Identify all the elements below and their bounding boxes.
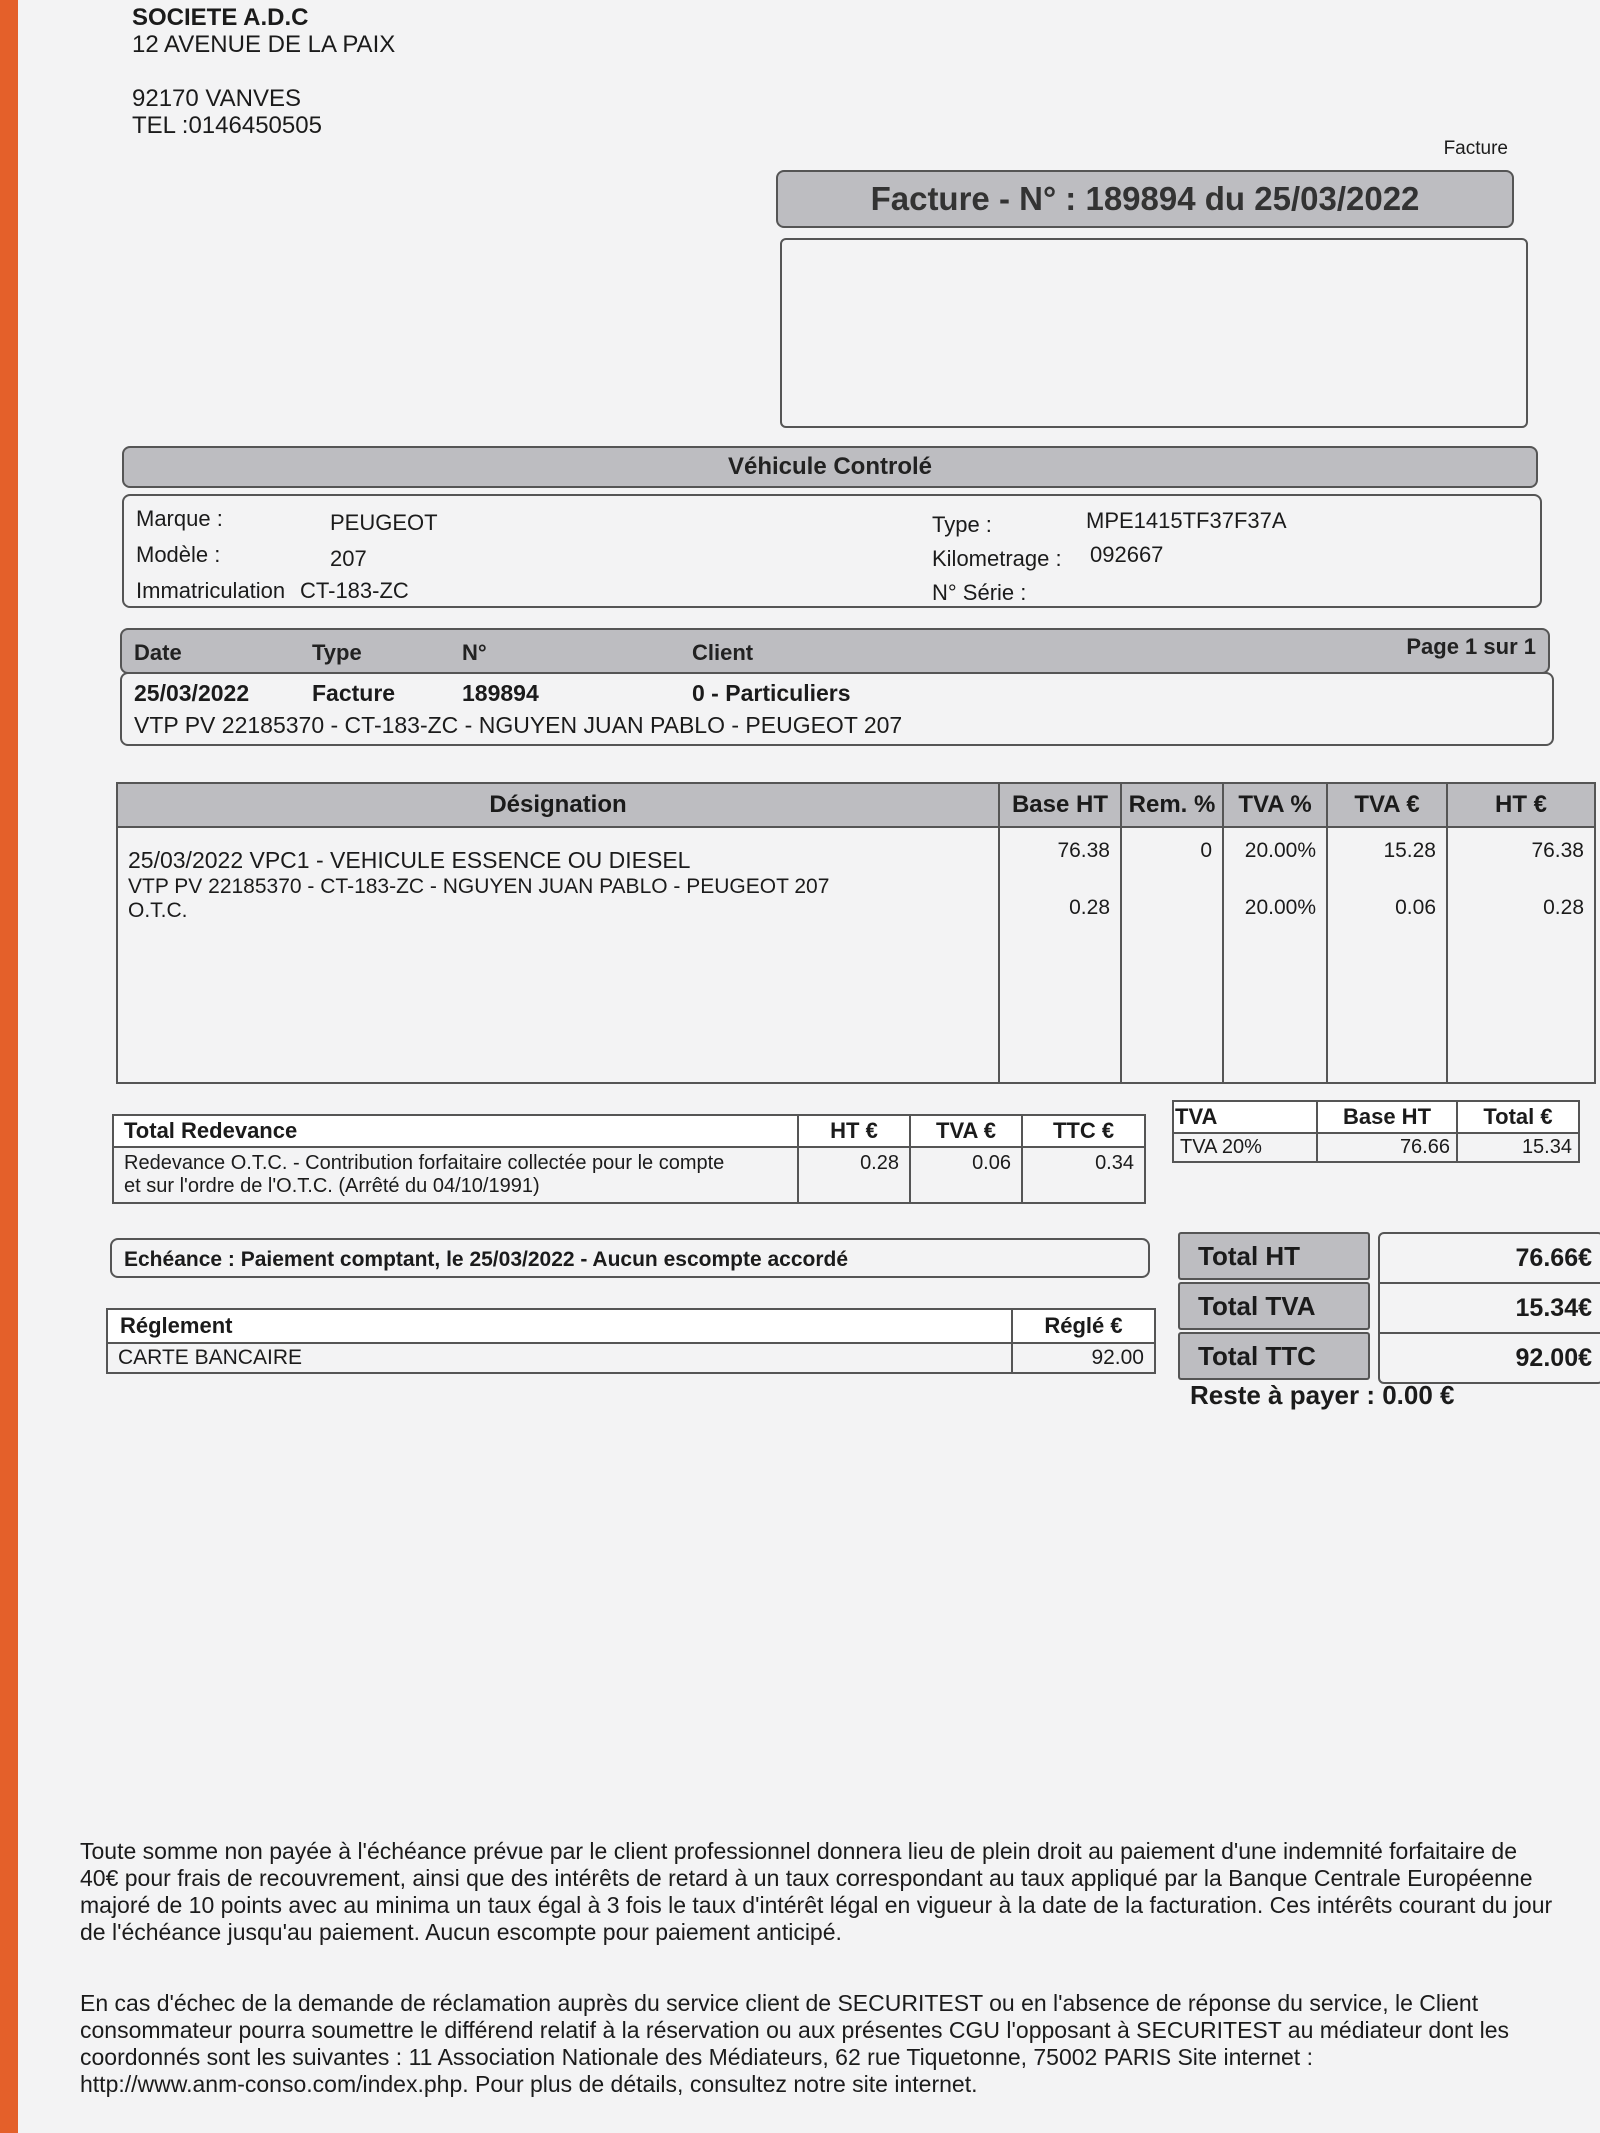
echeance-box: Echéance : Paiement comptant, le 25/03/2022 - Aucun escompte accordé (110, 1238, 1150, 1278)
base-ht-cell (999, 827, 1121, 1083)
company-name: SOCIETE A.D.C (132, 4, 309, 31)
table-row (113, 1147, 1145, 1203)
client-column-label: Client (692, 640, 754, 665)
table-row (107, 1343, 1155, 1373)
total-ttc-value: 92.00€ (1515, 1344, 1592, 1372)
tva-pct-value: 20.00% (1244, 896, 1316, 919)
tva-eur-value: 15.28 (1383, 839, 1436, 862)
remise-cell (1121, 827, 1223, 1083)
invoice-type: Facture (312, 680, 396, 706)
invoice-number: 189894 (462, 680, 539, 706)
designation-cell (117, 827, 999, 1083)
vehicle-info-box (122, 494, 1542, 608)
page-indicator: Page 1 sur 1 (1406, 634, 1536, 659)
invoice-reference: VTP PV 22185370 - CT-183-ZC - NGUYEN JUAN PABLO - PEUGEOT 207 (134, 712, 903, 738)
km-label: Kilometrage : (932, 546, 1062, 571)
total-tva-label: Total TVA (1178, 1282, 1370, 1330)
document-header-values (120, 672, 1554, 746)
footer-line: Toute somme non payée à l'échéance prévue par le client professionnel donnera lieu de plein droit au paiement d'une indemnité forfaitaire de (80, 1838, 1517, 1864)
invoice-title: Facture - N° : 189894 du 25/03/2022 (776, 170, 1514, 228)
amount-due: Reste à payer : 0.00 € (1190, 1380, 1455, 1410)
tva-summary-rate: TVA 20% (1173, 1133, 1317, 1162)
redevance-title: Total Redevance (113, 1115, 798, 1147)
total-ttc-label: Total TTC (1178, 1332, 1370, 1380)
tva-pct-header: TVA % (1223, 783, 1327, 827)
date-column-label: Date (134, 640, 182, 665)
footer-line: En cas d'échec de la demande de réclamation auprès du service client de SECURITEST ou en l'absence de réponse du service, le Client (80, 1990, 1479, 2016)
tva-eur-header: TVA € (1327, 783, 1447, 827)
redevance-ttc: 0.34 (1022, 1147, 1145, 1203)
base-ht-header: Base HT (999, 783, 1121, 827)
vehicle-section-title: Véhicule Controlé (122, 446, 1538, 488)
immat-value: CT-183-ZC (300, 578, 409, 603)
payment-amount: 92.00 (1012, 1343, 1155, 1373)
invoice-date: 25/03/2022 (134, 680, 250, 706)
footer-late-payment (80, 1838, 1600, 1946)
modele-label: Modèle : (136, 542, 221, 567)
ht-eur-value: 0.28 (1543, 896, 1584, 919)
footer-line: consommateur pourra soumettre le différend relatif à la réservation ou aux présentes CGU l'opposant à SECURITEST au médiateur dont les (80, 2017, 1509, 2043)
reglement-title: Réglement (107, 1309, 1012, 1343)
totals-values (1378, 1232, 1600, 1384)
invoice-page (18, 0, 1600, 2133)
ht-eur-cell (1447, 827, 1595, 1083)
footer-line: 40€ pour frais de recouvrement, ainsi que des intérêts de retard à un taux correspondant au taux appliqué par la Banque Centrale Européenne (80, 1865, 1533, 1891)
km-value: 092667 (1090, 542, 1164, 567)
ht-eur-header: HT € (1447, 783, 1595, 827)
designation-line: VTP PV 22185370 - CT-183-ZC - NGUYEN JUAN PABLO - PEUGEOT 207 (128, 875, 830, 898)
redevance-ht-header: HT € (798, 1115, 910, 1147)
tva-summary-rate-header: TVA (1173, 1101, 1317, 1133)
footer-line: de l'échéance jusqu'au paiement. Aucun escompte pour paiement anticipé. (80, 1919, 842, 1945)
type-label: Type : (932, 512, 992, 537)
designation-line: 25/03/2022 VPC1 - VEHICULE ESSENCE OU DIESEL (128, 847, 691, 873)
redevance-ht: 0.28 (798, 1147, 910, 1203)
base-ht-value: 76.38 (1057, 839, 1110, 862)
footer-line: coordonnés sont les suivantes : 11 Association Nationale des Médiateurs, 62 rue Tiquetonne, 75002 PARIS Site internet : (80, 2044, 1313, 2070)
marque-value: PEUGEOT (330, 510, 438, 535)
tva-summary-base-header: Base HT (1317, 1101, 1457, 1133)
footer-mediation (80, 1990, 1600, 2098)
immat-label: Immatriculation (136, 578, 286, 603)
total-tva-value: 15.34€ (1380, 1284, 1600, 1334)
tva-eur-cell (1327, 827, 1447, 1083)
type-value: MPE1415TF37F37A (1086, 508, 1287, 533)
tva-eur-value: 0.06 (1395, 896, 1436, 919)
serie-label: N° Série : (932, 580, 1027, 605)
invoice-lines-table (116, 782, 1596, 1084)
redevance-description (113, 1147, 798, 1203)
base-ht-value: 0.28 (1069, 896, 1110, 919)
footer-line: majoré de 10 points avec au minima un taux égal à 3 fois le taux d'intérêt légal en vigueur à la date de la facturation. Ces intérêts courant du jour (80, 1892, 1553, 1918)
client-address-box (780, 238, 1528, 428)
designation-header: Désignation (117, 783, 999, 827)
type-column-label: Type (312, 640, 362, 665)
company-street: 12 AVENUE DE LA PAIX (132, 31, 396, 58)
tva-summary-base: 76.66 (1317, 1133, 1457, 1162)
reglement-table (106, 1308, 1156, 1374)
tva-summary-total-header: Total € (1457, 1101, 1579, 1133)
ht-eur-value: 76.38 (1531, 839, 1584, 862)
tva-summary-table (1172, 1100, 1580, 1163)
remise-header: Rem. % (1121, 783, 1223, 827)
tva-pct-cell (1223, 827, 1327, 1083)
table-row (1173, 1133, 1579, 1162)
company-city: 92170 VANVES (132, 85, 301, 112)
redevance-ttc-header: TTC € (1022, 1115, 1145, 1147)
modele-value: 207 (330, 546, 367, 571)
redevance-tva-header: TVA € (910, 1115, 1022, 1147)
redevance-table (112, 1114, 1146, 1204)
total-ht-label: Total HT (1178, 1232, 1370, 1280)
client-name: 0 - Particuliers (692, 680, 851, 706)
document-type-label: Facture (1443, 138, 1508, 159)
marque-label: Marque : (136, 506, 223, 531)
remise-value: 0 (1200, 839, 1212, 862)
company-block (132, 4, 395, 139)
redevance-tva: 0.06 (910, 1147, 1022, 1203)
total-ht-value: 76.66€ (1380, 1234, 1600, 1284)
table-row (117, 827, 1595, 1083)
redevance-text-line: et sur l'ordre de l'O.T.C. (Arrêté du 04/10/1991) (124, 1175, 540, 1197)
tva-summary-total: 15.34 (1457, 1133, 1579, 1162)
document-header-bar (120, 628, 1550, 674)
footer-line: http://www.anm-conso.com/index.php. Pour plus de détails, consultez notre site internet. (80, 2071, 978, 2097)
company-phone: TEL :0146450505 (132, 112, 322, 139)
totals-labels (1178, 1232, 1370, 1382)
designation-line: O.T.C. (128, 899, 188, 922)
reglement-amount-header: Réglé € (1012, 1309, 1155, 1343)
redevance-text-line: Redevance O.T.C. - Contribution forfaitaire collectée pour le compte (124, 1152, 725, 1174)
number-column-label: N° (462, 640, 487, 665)
tva-pct-value: 20.00% (1244, 839, 1316, 862)
payment-mode: CARTE BANCAIRE (107, 1343, 1012, 1373)
